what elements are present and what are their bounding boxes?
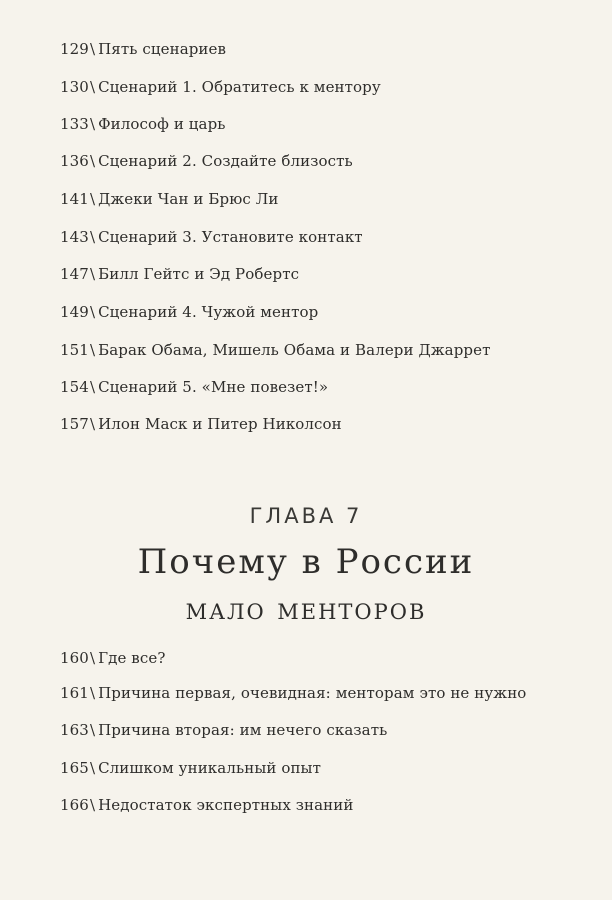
toc-entry-title: Илон Маск и Питер Николсон [98,415,342,433]
toc-separator: \ [89,378,96,396]
toc-entry [60,190,278,208]
toc-separator: \ [89,190,96,208]
toc-page-number: 133 [60,115,89,133]
toc-separator: \ [89,721,96,739]
toc-page-number: 149 [60,303,89,321]
toc-separator: \ [89,415,96,433]
toc-entry [60,40,226,58]
toc-separator: \ [89,228,96,246]
toc-entry-title: Джеки Чан и Брюс Ли [98,190,279,208]
toc-page-number: 154 [60,378,89,396]
chapter-title-line1: Почему в России [137,542,475,582]
toc-entry [60,303,318,321]
toc-entry-title: Сценарий 2. Создайте близость [98,152,353,170]
toc-page-number: 165 [60,759,89,777]
toc-page-number: 147 [60,265,89,283]
toc-page-number: 129 [60,40,89,58]
toc-page-number: 163 [60,721,89,739]
toc-entry [60,415,342,433]
toc-entry-title: Сценарий 5. «Мне повезет!» [98,378,329,396]
toc-separator: \ [89,78,96,96]
toc-entry [60,152,353,170]
toc-entry-title: Слишком уникальный опыт [98,759,321,777]
toc-page-number: 151 [60,341,89,359]
toc-entry [60,796,353,814]
toc-entry [60,341,490,359]
toc-page-number: 157 [60,415,89,433]
toc-separator: \ [89,649,96,667]
toc-entry-title: Где все? [98,649,166,667]
toc-page-number: 160 [60,649,89,667]
toc-entry [60,228,363,246]
toc-entry [60,378,328,396]
toc-separator: \ [89,303,96,321]
toc-separator: \ [89,759,96,777]
toc-entry-title: Барак Обама, Мишель Обама и Валери Джаррет [98,341,491,359]
toc-entry [60,684,526,702]
toc-entry-title: Недостаток экспертных знаний [98,796,354,814]
toc-separator: \ [89,265,96,283]
toc-page-number: 143 [60,228,89,246]
toc-separator: \ [89,796,96,814]
toc-entry [60,115,226,133]
toc-entry-title: Философ и царь [98,115,226,133]
toc-page-number: 141 [60,190,89,208]
toc-separator: \ [89,115,96,133]
toc-separator: \ [89,152,96,170]
toc-entry-title: Пять сценариев [98,40,227,58]
toc-page-number: 130 [60,78,89,96]
toc-page-number: 166 [60,796,89,814]
toc-separator: \ [89,341,96,359]
toc-entry [60,265,299,283]
toc-entry-title: Причина вторая: им нечего сказать [98,721,388,739]
toc-entry-title: Билл Гейтс и Эд Робертс [98,265,300,283]
toc-entry [60,759,321,777]
toc-entry [60,649,165,667]
chapter-label: ГЛАВА 7 [249,504,363,528]
chapter-title-line2: мало менторов [185,592,427,627]
toc-page-number: 136 [60,152,89,170]
toc-separator: \ [89,40,96,58]
toc-entry-title: Сценарий 3. Установите контакт [98,228,363,246]
toc-page-number: 161 [60,684,89,702]
toc-entry [60,78,381,96]
toc-entry [60,721,387,739]
toc-separator: \ [89,684,96,702]
toc-entry-title: Сценарий 4. Чужой ментор [98,303,319,321]
toc-entry-title: Причина первая, очевидная: менторам это не нужно [98,684,527,702]
toc-entry-title: Сценарий 1. Обратитесь к ментору [98,78,381,96]
